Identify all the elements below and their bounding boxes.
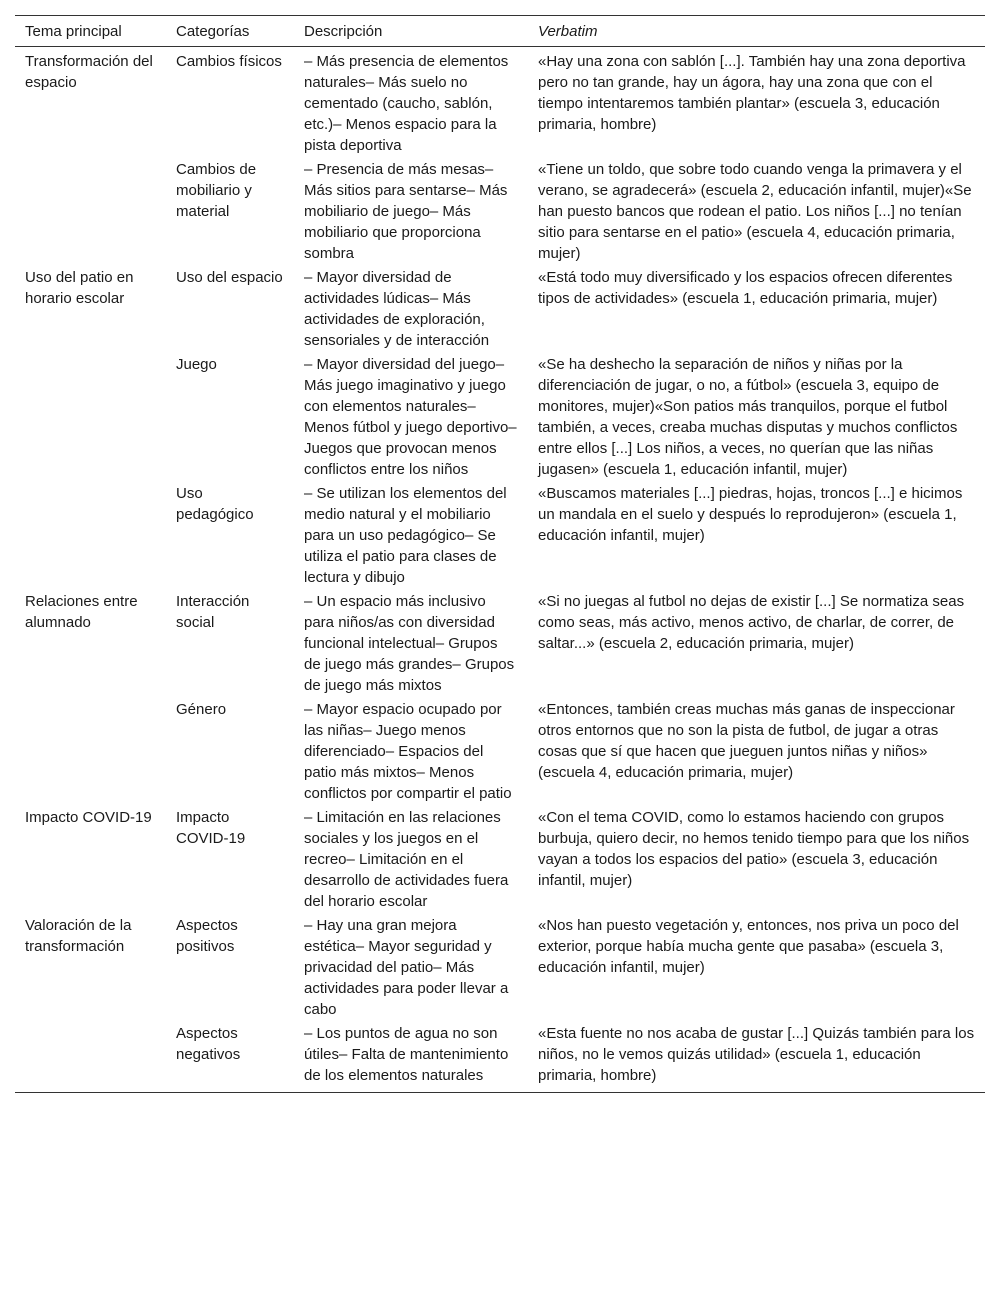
cell-verbatim: «Con el tema COVID, como lo estamos haciendo con grupos burbuja, quiero decir, no hemos tenido tiempo para que los niños vayan a todos los espacios del patio» (escuela 3, educación infantil, mujer) bbox=[538, 809, 974, 889]
cell-descripcion: – Hay una gran mejora estética– Mayor seguridad y privacidad del patio– Más actividades para poder llevar a cabo bbox=[304, 917, 513, 1018]
cell-verbatim: «Esta fuente no nos acaba de gustar [...] Quizás también para los niños, no le vemos quizás utilidad» (escuela 1, educación primaria, hombre) bbox=[538, 1025, 979, 1084]
cell-tema: Impacto COVID-19 bbox=[25, 809, 152, 826]
cell-categoria: Juego bbox=[176, 356, 217, 373]
table-row bbox=[15, 352, 985, 481]
cell-tema: Transformación del espacio bbox=[25, 53, 158, 91]
cell-verbatim: «Se ha deshecho la separación de niños y niñas por la diferenciación de jugar, o no, a fútbol» (escuela 3, equipo de monitores, mujer)«Son patios más tranquilos, porque el futbol también, a veces, creaba muchas disputas y muchos conflictos entre ellos [...] Los niños, a veces, no querían que las niñas jugasen» (escuela 1, educación infantil, mujer) bbox=[538, 356, 962, 478]
cell-categoria: Interacción social bbox=[176, 593, 254, 631]
cell-tema bbox=[15, 1021, 166, 1093]
header-categorias: Categorías bbox=[176, 23, 250, 40]
cell-categoria: Uso del espacio bbox=[176, 269, 283, 286]
cell-verbatim: «Buscamos materiales [...] piedras, hojas, troncos [...] e hicimos un mandala en el suelo y después lo reprodujeron» (escuela 1, educación infantil, mujer) bbox=[538, 485, 967, 544]
cell-tema bbox=[15, 352, 166, 481]
results-table-container bbox=[15, 15, 985, 1093]
table-row bbox=[15, 481, 985, 589]
cell-tema bbox=[15, 481, 166, 589]
cell-categoria: Aspectos negativos bbox=[176, 1025, 242, 1063]
cell-descripcion: – Más presencia de elementos naturales– Más suelo no cementado (caucho, sablón, etc.)– Menos espacio para la pista deportiva bbox=[304, 53, 513, 154]
table-header bbox=[15, 16, 985, 47]
table-row bbox=[15, 47, 985, 158]
cell-tema: Valoración de la transformación bbox=[25, 917, 136, 955]
results-table bbox=[15, 15, 985, 1093]
table-row bbox=[15, 805, 985, 913]
table-row bbox=[15, 157, 985, 265]
cell-tema bbox=[15, 157, 166, 265]
cell-categoria: Uso pedagógico bbox=[176, 485, 254, 523]
table-body bbox=[15, 47, 985, 1093]
table-row bbox=[15, 1021, 985, 1093]
cell-verbatim: «Hay una zona con sablón [...]. También hay una zona deportiva pero no tan grande, hay un ágora, hay una zona que con el tiempo intentaremos también plantar» (escuela 3, educación primaria, hombre) bbox=[538, 53, 970, 133]
cell-categoria: Género bbox=[176, 701, 227, 718]
cell-tema: Relaciones entre alumnado bbox=[25, 593, 142, 631]
cell-verbatim: «Está todo muy diversificado y los espacios ofrecen diferentes tipos de actividades» (escuela 1, educación primaria, mujer) bbox=[538, 269, 957, 307]
header-verbatim: Verbatim bbox=[538, 23, 598, 40]
cell-verbatim: «Nos han puesto vegetación y, entonces, nos priva un poco del exterior, porque había mucha gente que pasaba» (escuela 3, educación infantil, mujer) bbox=[538, 917, 964, 976]
cell-verbatim: «Entonces, también creas muchas más ganas de inspeccionar otros entornos que no son la pista de futbol, de jugar a otras cosas que sí que hacen que jueguen juntos niñas y niños» (escuela 4, educación primaria, mujer) bbox=[538, 701, 960, 781]
header-row bbox=[15, 16, 985, 47]
cell-descripcion: – Un espacio más inclusivo para niños/as con diversidad funcional intelectual– Grupos de juego más grandes– Grupos de juego más mixtos bbox=[304, 593, 519, 694]
cell-categoria: Cambios de mobiliario y material bbox=[176, 161, 261, 220]
cell-descripcion: – Limitación en las relaciones sociales y los juegos en el recreo– Limitación en el desarrollo de actividades fuera del horario escolar bbox=[304, 809, 513, 910]
cell-tema: Uso del patio en horario escolar bbox=[25, 269, 138, 307]
cell-categoria: Cambios físicos bbox=[176, 53, 282, 70]
header-tema-principal: Tema principal bbox=[25, 23, 122, 40]
cell-descripcion: – Mayor diversidad del juego– Más juego imaginativo y juego con elementos naturales– Menos fútbol y juego deportivo– Juegos que provocan menos conflictos entre los niños bbox=[304, 356, 521, 478]
cell-verbatim: «Si no juegas al futbol no dejas de existir [...] Se normatiza seas como seas, más activo, menos activo, de charlar, de correr, de saltar...» (escuela 2, educación primaria, mujer) bbox=[538, 593, 969, 652]
table-row bbox=[15, 697, 985, 805]
cell-descripcion: – Se utilizan los elementos del medio natural y el mobiliario para un uso pedagógico– Se utiliza el patio para clases de lectura y dibujo bbox=[304, 485, 511, 586]
cell-tema bbox=[15, 697, 166, 805]
table-row bbox=[15, 265, 985, 352]
cell-descripcion: – Presencia de más mesas– Más sitios para sentarse– Más mobiliario de juego– Más mobiliario que proporciona sombra bbox=[304, 161, 512, 262]
cell-verbatim: «Tiene un toldo, que sobre todo cuando venga la primavera y el verano, se agradecerá» (escuela 2, educación infantil, mujer)«Se han puesto bancos que rodean el patio. Los niños [...] no tenían sitio para sentarse en el patio» (escuela 4, educación primaria, mujer) bbox=[538, 161, 976, 262]
cell-categoria: Impacto COVID-19 bbox=[176, 809, 246, 847]
cell-descripcion: – Mayor diversidad de actividades lúdicas– Más actividades de exploración, sensoriales y de interacción bbox=[304, 269, 490, 349]
header-descripcion: Descripción bbox=[304, 23, 383, 40]
cell-descripcion: – Mayor espacio ocupado por las niñas– Juego menos diferenciado– Espacios del patio más mixtos– Menos conflictos por compartir el patio bbox=[304, 701, 512, 802]
table-row bbox=[15, 589, 985, 697]
table-row bbox=[15, 913, 985, 1021]
cell-descripcion: – Los puntos de agua no son útiles– Falta de mantenimiento de los elementos naturales bbox=[304, 1025, 513, 1084]
cell-categoria: Aspectos positivos bbox=[176, 917, 242, 955]
